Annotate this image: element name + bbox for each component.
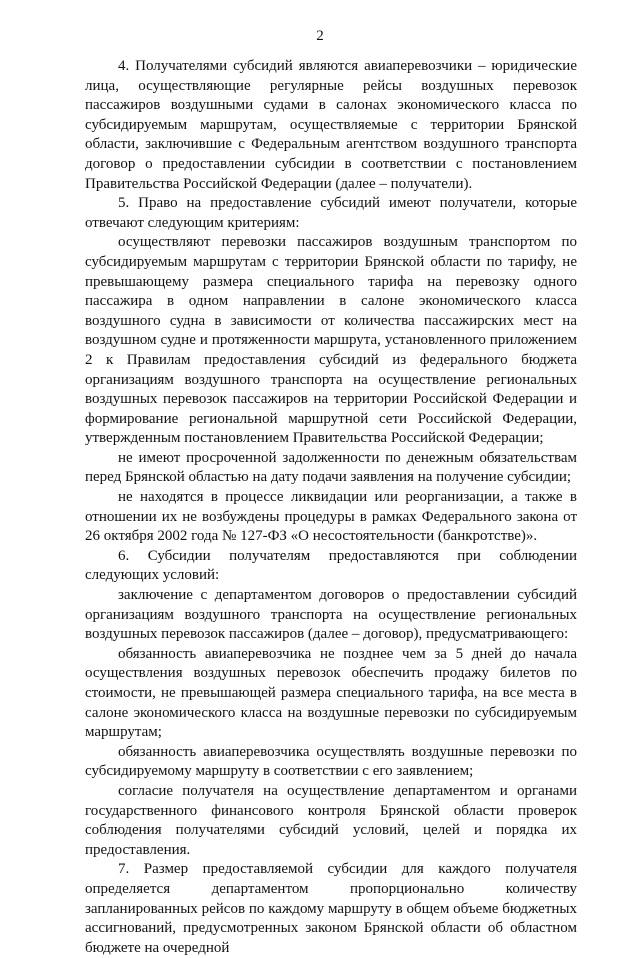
criterion-no-debt: не имеют просроченной задолженности по денежным обязательствам перед Брянской областью на дату подачи заявления на получение субсидии; <box>85 449 577 486</box>
obligation-perform-flights: обязанность авиаперевозчика осуществлять воздушные перевозки по субсидируемому маршруту в соответствии с его заявлением; <box>85 743 577 780</box>
page-number: 2 <box>316 28 324 44</box>
criterion-tariff: осуществляют перевозки пассажиров воздушным транспортом по субсидируемым маршрутам с территории Брянской области по тарифу, не превышающему размера специального тарифа на перевозку одного пассажира в одном направлении в салоне экономического класса воздушного судна в зависимости от количества пассажирских мест на воздушном судне и протяженности маршрута, установленного приложением 2 к Правилам предоставления субсидий из федерального бюджета организациям воздушного транспорта на осуществление региональных воздушных перевозок пассажиров на территории Российской Федерации и формирование региональной маршрутной сети Российской Федерации, утвержденным постановлением Правительства Российской Федерации; <box>85 234 577 447</box>
paragraph-7-subsidy-amount: 7. Размер предоставляемой субсидии для каждого получателя определяется департаментом пропорционально количеству запланированных рейсов по каждому маршруту в общем объеме бюджетных ассигнований, предусмотренных законом Брянской области об областном бюджете на очередной <box>85 861 577 956</box>
paragraph-4-recipients: 4. Получателями субсидий являются авиаперевозчики – юридические лица, осуществляющие регулярные рейсы воздушных перевозок пассажиров воздушными судами в салонах экономического класса по субсидируемым маршрутам, осуществляемые с территории Брянской области, заключившие с Федеральным агентством воздушного транспорта договор о предоставлении субсидии в соответствии с постановлением Правительства Российской Федерации (далее – получатели). <box>85 58 577 192</box>
condition-agreement: заключение с департаментом договоров о предоставлении субсидий организациям воздушного транспорта на осуществление региональных воздушных перевозок пассажиров (далее – договор), предусматривающего: <box>85 587 577 643</box>
consent-audits: согласие получателя на осуществление департаментом и органами государственного финансового контроля Брянской области проверок соблюдения получателями субсидий условий, целей и порядка их предоставления. <box>85 782 577 858</box>
paragraph-6-conditions: 6. Субсидии получателям предоставляются при соблюдении следующих условий: <box>85 547 577 584</box>
paragraph-5-eligibility: 5. Право на предоставление субсидий имеют получатели, которые отвечают следующим критериям: <box>85 195 577 231</box>
document-body <box>85 57 577 958</box>
criterion-no-liquidation: не находятся в процессе ликвидации или реорганизации, а также в отношении их не возбуждены процедуры в рамках Федерального закона от 26 октября 2002 года № 127-ФЗ «О несостоятельности (банкротстве)». <box>85 489 577 545</box>
obligation-ticket-sales: обязанность авиаперевозчика не позднее чем за 5 дней до начала осуществления воздушных перевозок обеспечить продажу билетов по стоимости, не превышающей размера специального тарифа, на все места в салоне экономического класса на воздушные перевозки по субсидируемым маршрутам; <box>85 645 577 741</box>
